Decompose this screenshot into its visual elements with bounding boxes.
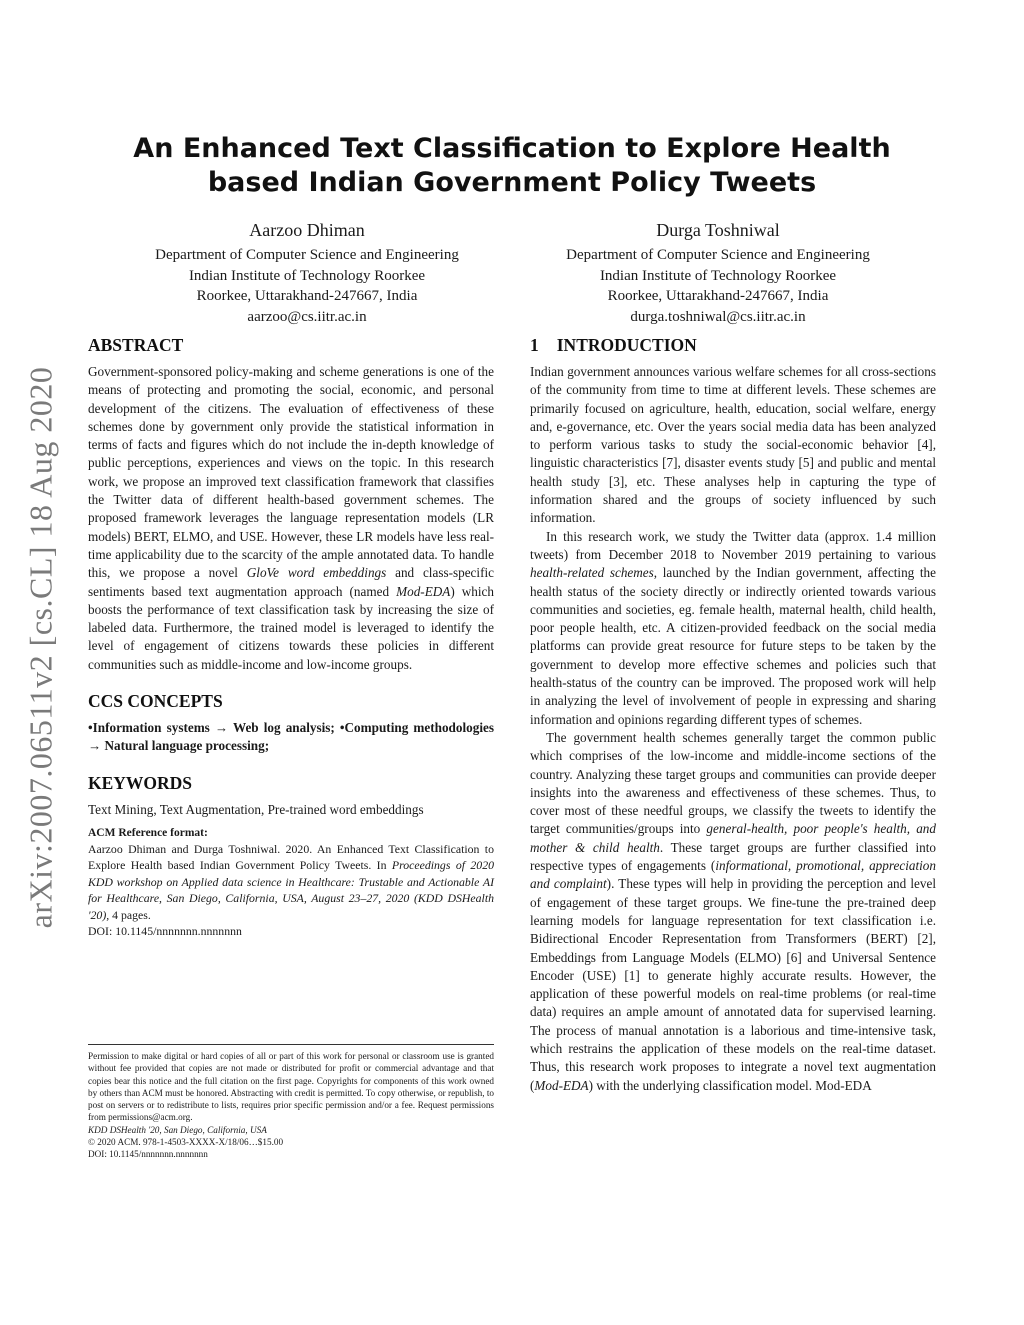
left-column (88, 334, 494, 940)
author-block-1 (107, 218, 507, 327)
author-name: Durga Toshniwal (656, 220, 780, 240)
arxiv-identifier (10, 342, 72, 952)
intro-paragraph-3: The government health schemes generally target the common public which comprises of the low-income and middle-income sections of the country. Analyzing these target groups and communities can provide deeper insights into the awareness and effectiveness of these schemes. Thus, to cover most of these needful groups, we classify the tweets to identify the target communities/groups into general-health, poor people's health, and mother & child health. These target groups are further classified into respective types of engagements (informational, promotional, appreciation and complaint). These types will help in providing the perception and level of engagement of these target groups. We fine-tune the pre-trained deep learning models for language representation for text classification i.e. Bidirectional Encoder Representation from Transformers (BERT) [2], Embeddings from Language Models (ELMO) [6] and Universal Sentence Encoder (USE) [1] to generate highly accurate results. However, the application of these powerful models on real-time problems (or real-time data) requires an ample amount of annotated data for supervised learning. The process of manual annotation is a laborious and time-intensive task, which restrains the application of these models on the real-time dataset. Thus, this research work proposes to integrate a novel text augmentation (Mod-EDA) with the underlying classification model. Mod-EDA (530, 729, 937, 1093)
intro-paragraph-1: Indian government announces various welfare schemes for all cross-sections of the community from time to time at different levels. These schemes are primarily focused on agriculture, health, education, social welfare, energy and, e-governance, etc. Over the years social media data has been analyzed to perform various tasks to study the social-economic behavior [4], linguistic characteristics [7], disaster events study [5] and public and mental health study [3], etc. These analyses help in capturing the type of information shared and the groups of society influenced by such information. (530, 364, 936, 526)
permission-footnote (88, 1044, 494, 1161)
keywords-text: Text Mining, Text Augmentation, Pre-trained word embeddings (88, 801, 424, 817)
ccs-text: •Information systems → Web log analysis; •Computing methodologies → Natural language processing; (88, 720, 494, 754)
keywords-heading: KEYWORDS (88, 772, 193, 793)
copyright-text: © 2020 ACM. 978-1-4503-XXXX-X/18/06…$15.00 (88, 1137, 284, 1148)
footnote-doi: DOI: 10.1145/nnnnnnn.nnnnnnn (88, 1149, 208, 1160)
author-department: Department of Computer Science and Engineering (155, 247, 459, 263)
author-department: Department of Computer Science and Engineering (566, 247, 870, 263)
author-institute: Indian Institute of Technology Roorkee (599, 267, 837, 284)
ccs-heading: CCS CONCEPTS (88, 691, 223, 712)
right-column (530, 334, 936, 1095)
introduction-heading: 1 INTRODUCTION (530, 335, 697, 355)
abstract-text: Government-sponsored policy-making and scheme generations is one of the means of protecting and promoting the social, economic, and personal development of the citizens. The evaluation of effectiveness of these schemes done by government only provide the statistical information in terms of facts and figures which do not include the in-depth knowledge of public perceptions, experiences and views on the topic. In this research work, we propose an improved text classification framework that classifies the Twitter data of different health-based government schemes. The proposed framework leverages the language representation models (LR models) BERT, ELMO, and USE. However, these LR models have less real-time applicability due to the scarcity of the ample annotated data. To handle this, we propose a novel GloVe word embeddings and class-specific sentiments based text augmentation approach (named Mod-EDA) which boosts the performance of text classification task by increasing the size of labeled data. Furthermore, the trained model is leveraged to identify the level of engagement of citizens towards these policies in different communities such as middle-income and low-income groups. (88, 364, 494, 672)
venue-text: KDD DSHealth '20, San Diego, California, USA (88, 1124, 267, 1135)
author-name: Aarzoo Dhiman (249, 220, 365, 240)
author-location: Roorkee, Uttarakhand-247667, India (196, 288, 418, 304)
author-block-2 (518, 218, 918, 327)
intro-paragraph-2: In this research work, we study the Twitter data (approx. 1.4 million tweets) from December 2018 to November 2019 pertaining to various health-related schemes, launched by the Indian government, affecting the health status of the society directly or indirectly oriented towards various communities and societies, eg. female health, maternal health, child health, poor people health, etc. A citizen-provided feedback on the social media platforms can provide great resource for future steps to be taken by the government to develop more effective schemes and policies such that health-status of the country can be improved. The proposed work will help in analyzing the level of involvement of people in expressing and sharing information and opinions regarding different types of schemes. (530, 528, 936, 727)
acm-reference-doi: DOI: 10.1145/nnnnnnn.nnnnnnn (88, 924, 242, 939)
acm-reference-text: Aarzoo Dhiman and Durga Toshniwal. 2020. An Enhanced Text Classification to Explore Health based Indian Government Policy Tweets. In Proceedings of 2020 KDD workshop on Applied data science in Healthcare: Trustable and Actionable AI for Healthcare, San Diego, California, USA, August 23–27, 2020 (KDD DSHealth '20), 4 pages. (88, 841, 494, 922)
author-email: aarzoo@cs.iitr.ac.in (247, 308, 367, 325)
acm-reference-heading: ACM Reference format: (88, 826, 208, 839)
abstract-heading: ABSTRACT (88, 335, 184, 355)
author-email: durga.toshniwal@cs.iitr.ac.in (630, 308, 806, 325)
author-location: Roorkee, Uttarakhand-247667, India (607, 288, 829, 304)
paper-title: An Enhanced Text Classification to Explore Health based Indian Government Policy Tweets (133, 133, 891, 198)
arxiv-id-text: arXiv:2007.06511v2 [cs.CL] 18 Aug 2020 (22, 366, 59, 928)
author-institute: Indian Institute of Technology Roorkee (188, 267, 426, 284)
permission-text: Permission to make digital or hard copies of all or part of this work for personal or classroom use is granted without fee provided that copies are not made or distributed for profit or commercial advantage and that copies bear this notice and the full citation on the first page. Copyrights for components of this work owned by others than ACM must be honored. Abstracting with credit is permitted. To copy otherwise, or republish, to post on servers or to redistribute to lists, requires prior specific permission and/or a fee. Request permissions from permissions@acm.org. (88, 1051, 494, 1123)
